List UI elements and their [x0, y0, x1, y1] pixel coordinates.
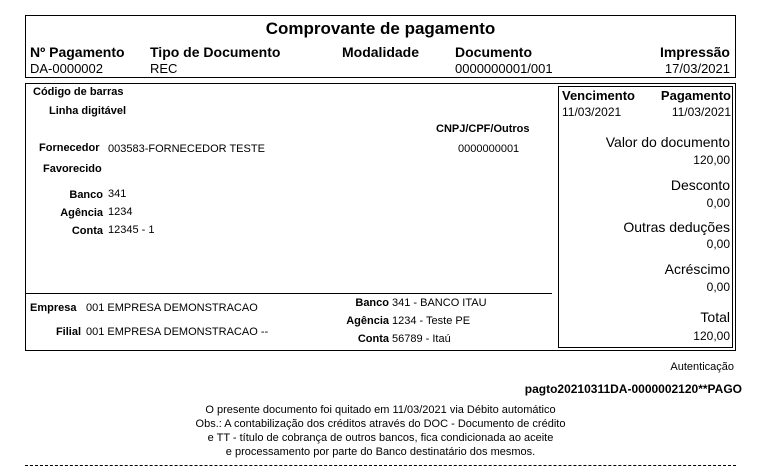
impressao-label: Impressão [659, 44, 730, 60]
documento-value: 0000000001/001 [455, 61, 553, 76]
bottom-banco-label: Banco [355, 297, 389, 309]
footer-line-1: O presente documento foi quitado em 11/03/2021 via Débito automático [205, 404, 556, 416]
footer-line-3: e TT - título de cobrança de outros bancos, fica condicionada ao aceite [207, 432, 554, 444]
page-title: Comprovante de pagamento [265, 19, 496, 38]
impressao-value: 17/03/2021 [664, 61, 730, 76]
agencia-value: 1234 [108, 206, 133, 218]
pagamento-value: 11/03/2021 [671, 105, 731, 119]
bottom-banco-value: 341 - BANCO ITAU [392, 297, 487, 309]
modalidade-label: Modalidade [342, 44, 420, 60]
tipo-documento-label: Tipo de Documento [150, 44, 281, 60]
conta-label: Conta [71, 225, 103, 237]
cut-line [25, 465, 736, 466]
linha-digitavel-label: Linha digitável [49, 105, 127, 117]
cnpj-label: CNPJ/CPF/Outros [436, 123, 530, 135]
desconto-label: Desconto [670, 177, 730, 193]
fornecedor-value: 003583-FORNECEDOR TESTE [108, 143, 265, 155]
total-label: Total [700, 309, 730, 325]
bottom-conta-label: Conta [357, 333, 389, 345]
autenticacao-label: Autenticação [670, 361, 734, 373]
agencia-label: Agência [60, 207, 103, 219]
favorecido-label: Favorecido [43, 163, 102, 175]
bottom-agencia-value: 1234 - Teste PE [392, 315, 471, 327]
cnpj-value: 0000000001 [458, 143, 520, 155]
valor-documento-value: 120,00 [693, 153, 730, 167]
vencimento-label: Vencimento [562, 88, 635, 103]
autenticacao-code: pagto20210311DA-0000002120**PAGO [524, 382, 742, 396]
section-divider [25, 293, 552, 294]
filial-label: Filial [55, 326, 81, 338]
fornecedor-label: Fornecedor [39, 142, 100, 154]
tipo-documento-value: REC [150, 61, 178, 76]
codigo-barras-label: Código de barras [33, 86, 124, 98]
filial-value: 001 EMPRESA DEMONSTRACAO -- [86, 326, 269, 338]
bottom-agencia-label: Agência [346, 315, 389, 327]
banco-value: 341 [108, 188, 127, 200]
vencimento-value: 11/03/2021 [562, 105, 622, 119]
valor-documento-label: Valor do documento [605, 134, 730, 150]
pagamento-label: Pagamento [660, 88, 731, 103]
empresa-value: 001 EMPRESA DEMONSTRACAO [86, 302, 258, 314]
total-value: 120,00 [693, 329, 730, 343]
outras-deducoes-value: 0,00 [706, 237, 730, 251]
acrescimo-value: 0,00 [706, 280, 730, 294]
conta-value: 12345 - 1 [108, 224, 155, 236]
banco-label: Banco [69, 189, 103, 201]
num-pagamento-value: DA-0000002 [30, 61, 103, 76]
documento-label: Documento [455, 44, 532, 60]
empresa-label: Empresa [30, 302, 77, 314]
num-pagamento-label: Nº Pagamento [30, 44, 125, 60]
acrescimo-label: Acréscimo [664, 261, 730, 277]
footer-line-4: e processamento por parte do Banco destinatário dos mesmos. [225, 446, 536, 458]
desconto-value: 0,00 [706, 196, 730, 210]
bottom-conta-value: 56789 - Itaú [392, 333, 451, 345]
outras-deducoes-label: Outras deduções [623, 219, 730, 235]
footer-line-2: Obs.: A contabilização dos créditos através do DOC - Documento de crédito [195, 418, 566, 430]
